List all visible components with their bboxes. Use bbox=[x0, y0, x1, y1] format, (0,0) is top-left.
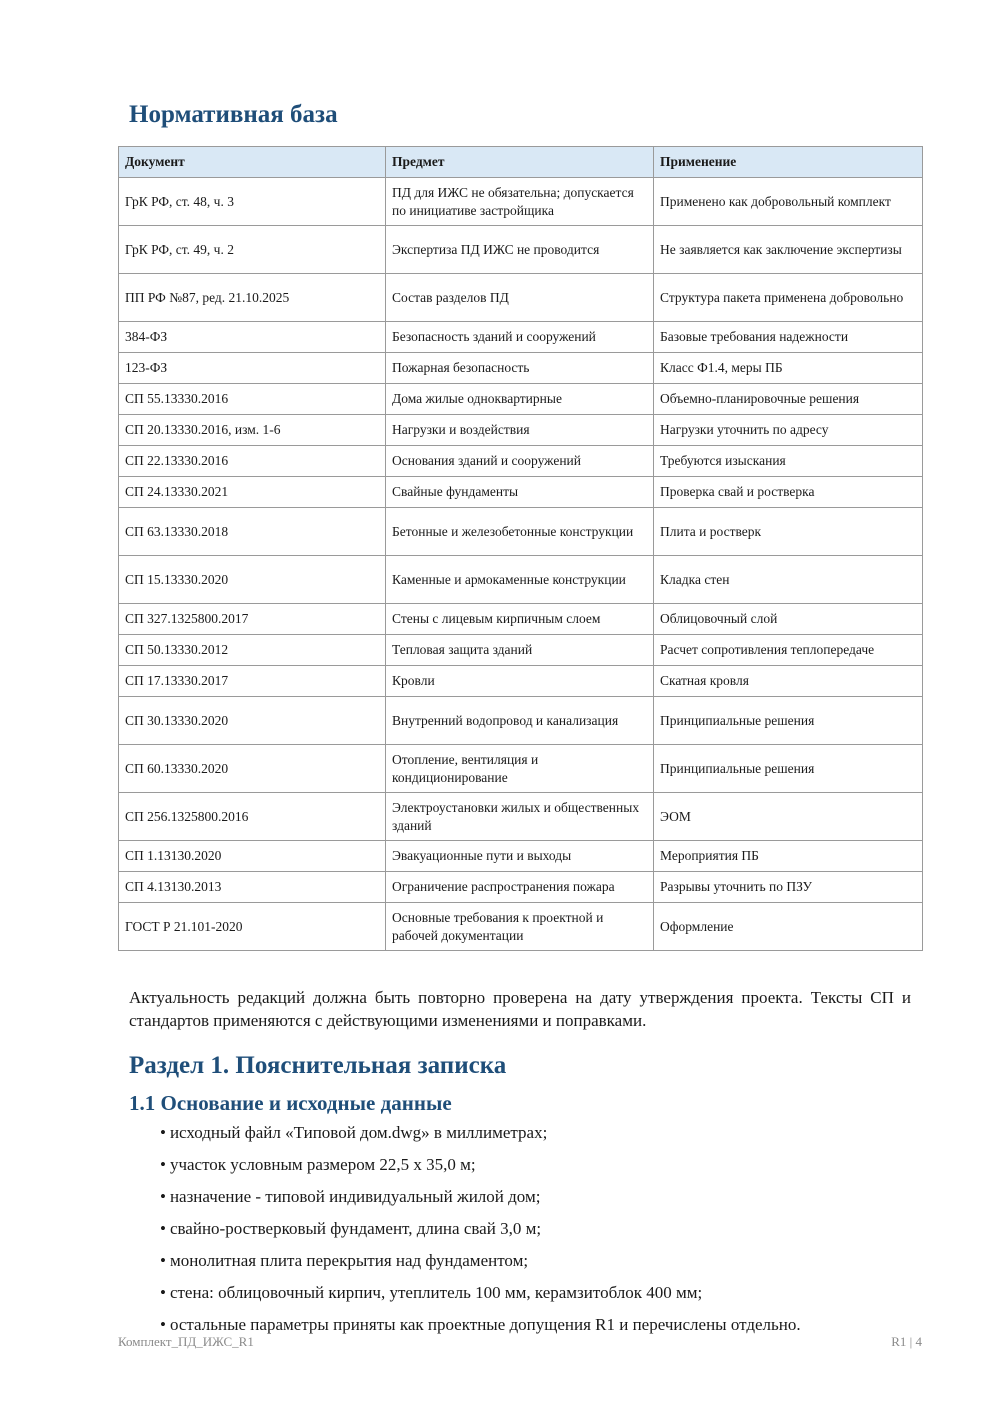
cell-subject: Эвакуационные пути и выходы bbox=[386, 841, 654, 872]
source-data-list bbox=[118, 1122, 922, 1346]
bullet-marker: • bbox=[160, 1283, 166, 1303]
cell-document: 384-ФЗ bbox=[119, 322, 386, 353]
cell-document: СП 22.13330.2016 bbox=[119, 446, 386, 477]
cell-subject: Каменные и армокаменные конструкции bbox=[386, 556, 654, 604]
list-item bbox=[160, 1186, 922, 1218]
cell-application: Нагрузки уточнить по адресу bbox=[654, 415, 923, 446]
note-paragraph: Актуальность редакций должна быть повторно проверена на дату утверждения проекта. Тексты СП и стандартов применяются с действующими изменениями и поправками. bbox=[129, 988, 911, 1030]
list-item-text: остальные параметры приняты как проектные допущения R1 и перечислены отдельно. bbox=[169, 1315, 801, 1335]
cell-subject: Ограничение распространения пожара bbox=[386, 872, 654, 903]
table-row bbox=[119, 793, 923, 841]
normative-table bbox=[118, 146, 923, 951]
cell-subject: Свайные фундаменты bbox=[386, 477, 654, 508]
list-item bbox=[160, 1122, 922, 1154]
column-header-application: Применение bbox=[654, 147, 923, 178]
bullet-marker: • bbox=[160, 1155, 166, 1175]
cell-application: Не заявляется как заключение экспертизы bbox=[654, 226, 923, 274]
column-header-subject: Предмет bbox=[386, 147, 654, 178]
table-row bbox=[119, 446, 923, 477]
table-row bbox=[119, 415, 923, 446]
footer-page-number: R1 | 4 bbox=[891, 1334, 922, 1349]
cell-document: СП 17.13330.2017 bbox=[119, 666, 386, 697]
cell-document: СП 63.13330.2018 bbox=[119, 508, 386, 556]
cell-subject: Тепловая защита зданий bbox=[386, 635, 654, 666]
list-item bbox=[160, 1218, 922, 1250]
cell-document: ПП РФ №87, ред. 21.10.2025 bbox=[119, 274, 386, 322]
cell-subject: Состав разделов ПД bbox=[386, 274, 654, 322]
bullet-marker: • bbox=[160, 1251, 166, 1271]
cell-document: СП 24.13330.2021 bbox=[119, 477, 386, 508]
cell-document: СП 30.13330.2020 bbox=[119, 697, 386, 745]
table-row bbox=[119, 872, 923, 903]
section-title-explanatory-note: Раздел 1. Пояснительная записка bbox=[129, 1052, 507, 1079]
table-header-row bbox=[119, 147, 923, 178]
table-row bbox=[119, 477, 923, 508]
cell-application: Объемно-планировочные решения bbox=[654, 384, 923, 415]
table-row bbox=[119, 178, 923, 226]
table-row bbox=[119, 635, 923, 666]
cell-application: Разрывы уточнить по ПЗУ bbox=[654, 872, 923, 903]
cell-document: СП 1.13130.2020 bbox=[119, 841, 386, 872]
list-item-text: стена: облицовочный кирпич, утеплитель 100 мм, керамзитоблок 400 мм; bbox=[169, 1283, 703, 1303]
cell-application: Расчет сопротивления теплопередаче bbox=[654, 635, 923, 666]
table-row bbox=[119, 697, 923, 745]
cell-document: СП 15.13330.2020 bbox=[119, 556, 386, 604]
cell-subject: Кровли bbox=[386, 666, 654, 697]
table-body bbox=[119, 178, 923, 951]
table-row bbox=[119, 384, 923, 415]
cell-document: 123-ФЗ bbox=[119, 353, 386, 384]
list-item-text: участок условным размером 22,5 х 35,0 м; bbox=[169, 1155, 476, 1175]
list-item bbox=[160, 1250, 922, 1282]
cell-subject: Электроустановки жилых и общественных зданий bbox=[386, 793, 654, 841]
cell-application: Применено как добровольный комплект bbox=[654, 178, 923, 226]
cell-document: СП 4.13130.2013 bbox=[119, 872, 386, 903]
cell-subject: Основания зданий и сооружений bbox=[386, 446, 654, 477]
bullet-marker: • bbox=[160, 1187, 166, 1207]
cell-subject: Дома жилые одноквартирные bbox=[386, 384, 654, 415]
cell-application: Принципиальные решения bbox=[654, 745, 923, 793]
list-item bbox=[160, 1154, 922, 1186]
list-item-text: исходный файл «Типовой дом.dwg» в миллиметрах; bbox=[169, 1123, 548, 1143]
cell-document: ГрК РФ, ст. 48, ч. 3 bbox=[119, 178, 386, 226]
cell-document: СП 20.13330.2016, изм. 1-6 bbox=[119, 415, 386, 446]
cell-application: Структура пакета применена добровольно bbox=[654, 274, 923, 322]
cell-subject: Нагрузки и воздействия bbox=[386, 415, 654, 446]
bullet-marker: • bbox=[160, 1315, 166, 1335]
cell-document: СП 327.1325800.2017 bbox=[119, 604, 386, 635]
table-row bbox=[119, 556, 923, 604]
cell-subject: Стены с лицевым кирпичным слоем bbox=[386, 604, 654, 635]
page-content bbox=[118, 100, 922, 1346]
cell-application: Плита и ростверк bbox=[654, 508, 923, 556]
cell-document: ГрК РФ, ст. 49, ч. 2 bbox=[119, 226, 386, 274]
section-title-normative: Нормативная база bbox=[129, 101, 338, 128]
table-row bbox=[119, 903, 923, 951]
cell-subject: Отопление, вентиляция и кондиционирование bbox=[386, 745, 654, 793]
cell-document: СП 256.1325800.2016 bbox=[119, 793, 386, 841]
cell-application: Класс Ф1.4, меры ПБ bbox=[654, 353, 923, 384]
cell-subject: Экспертиза ПД ИЖС не проводится bbox=[386, 226, 654, 274]
cell-application: Оформление bbox=[654, 903, 923, 951]
table-row bbox=[119, 745, 923, 793]
cell-document: СП 60.13330.2020 bbox=[119, 745, 386, 793]
cell-application: Кладка стен bbox=[654, 556, 923, 604]
cell-subject: Безопасность зданий и сооружений bbox=[386, 322, 654, 353]
list-item-text: назначение - типовой индивидуальный жилой дом; bbox=[169, 1187, 541, 1207]
bullet-marker: • bbox=[160, 1123, 166, 1143]
table-row bbox=[119, 322, 923, 353]
cell-subject: Пожарная безопасность bbox=[386, 353, 654, 384]
table-row bbox=[119, 841, 923, 872]
cell-application: Облицовочный слой bbox=[654, 604, 923, 635]
cell-subject: Основные требования к проектной и рабочей документации bbox=[386, 903, 654, 951]
cell-subject: Бетонные и железобетонные конструкции bbox=[386, 508, 654, 556]
cell-application: Мероприятия ПБ bbox=[654, 841, 923, 872]
table-row bbox=[119, 666, 923, 697]
table-row bbox=[119, 508, 923, 556]
list-item bbox=[160, 1282, 922, 1314]
cell-subject: Внутренний водопровод и канализация bbox=[386, 697, 654, 745]
table-row bbox=[119, 353, 923, 384]
cell-application: ЭОМ bbox=[654, 793, 923, 841]
column-header-document: Документ bbox=[119, 147, 386, 178]
list-item bbox=[160, 1314, 922, 1346]
subsection-title-basis: 1.1 Основание и исходные данные bbox=[129, 1091, 452, 1115]
cell-application: Требуются изыскания bbox=[654, 446, 923, 477]
table-row bbox=[119, 226, 923, 274]
cell-document: ГОСТ Р 21.101-2020 bbox=[119, 903, 386, 951]
cell-document: СП 50.13330.2012 bbox=[119, 635, 386, 666]
cell-document: СП 55.13330.2016 bbox=[119, 384, 386, 415]
cell-application: Проверка свай и ростверка bbox=[654, 477, 923, 508]
cell-application: Скатная кровля bbox=[654, 666, 923, 697]
bullet-marker: • bbox=[160, 1219, 166, 1239]
table-row bbox=[119, 274, 923, 322]
cell-subject: ПД для ИЖС не обязательна; допускается по инициативе застройщика bbox=[386, 178, 654, 226]
list-item-text: монолитная плита перекрытия над фундаментом; bbox=[169, 1251, 529, 1271]
footer-document-code: Комплект_ПД_ИЖС_R1 bbox=[118, 1334, 254, 1349]
cell-application: Базовые требования надежности bbox=[654, 322, 923, 353]
table-row bbox=[119, 604, 923, 635]
cell-application: Принципиальные решения bbox=[654, 697, 923, 745]
list-item-text: свайно-ростверковый фундамент, длина свай 3,0 м; bbox=[169, 1219, 542, 1239]
